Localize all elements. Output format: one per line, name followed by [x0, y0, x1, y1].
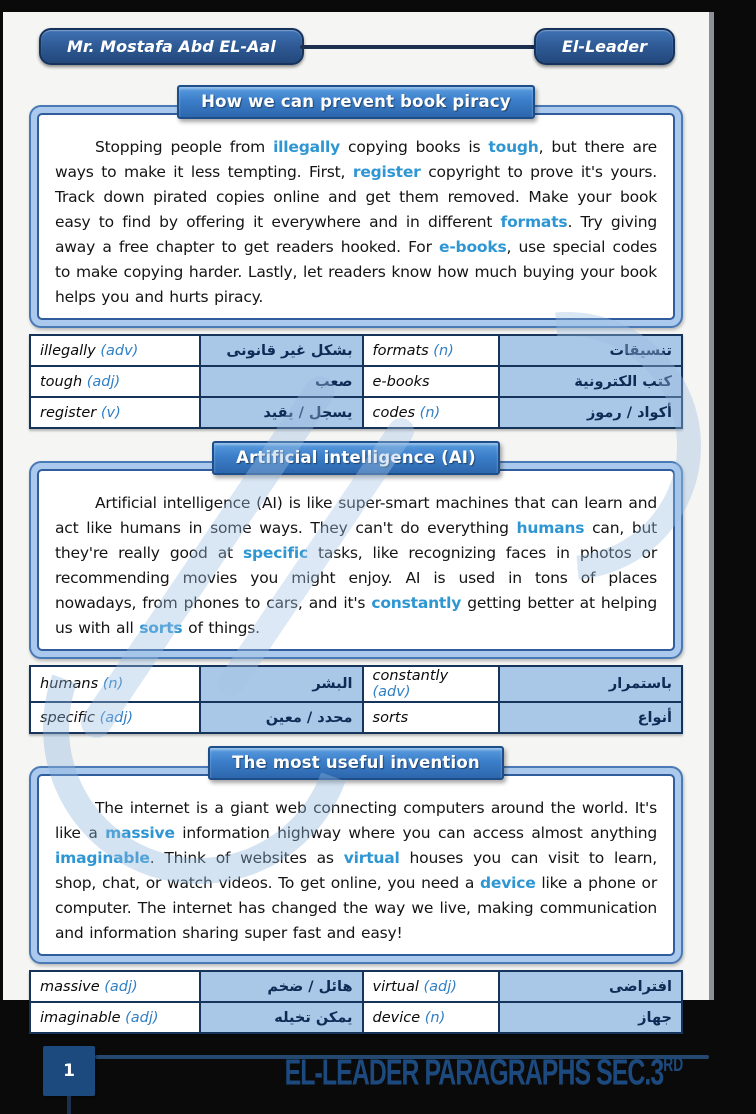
- page-footer: [29, 1046, 683, 1108]
- footer-brand-text: [284, 1052, 683, 1094]
- paragraph-segment: can, but they're really good at: [55, 519, 657, 562]
- paragraph-segment: copying books is: [340, 138, 489, 156]
- vocab-meaning-ar: محدد / معين: [200, 702, 363, 733]
- vocab-meaning-ar: باستمرار: [499, 666, 682, 702]
- paragraph-segment: houses you can visit to learn, shop, chat, or watch videos. To get online, you need a: [55, 849, 657, 892]
- vocab-row: [30, 335, 682, 366]
- worksheet-page: [3, 12, 714, 1093]
- paragraph-section: [29, 746, 683, 1034]
- highlighted-word: register: [352, 163, 421, 181]
- page-number-tail-line: [67, 1096, 71, 1114]
- vocab-meaning-ar: البشر: [200, 666, 363, 702]
- vocab-row: [30, 1002, 682, 1033]
- paragraph-text: [55, 135, 657, 310]
- highlighted-word: humans: [516, 519, 585, 537]
- vocab-meaning-ar: تنسيقات: [499, 335, 682, 366]
- vocab-meaning-ar: هائل / ضخم: [200, 971, 363, 1002]
- paragraph-segment: getting better at helping us with all: [55, 594, 657, 637]
- vocab-word-en: illegally (adv): [30, 335, 200, 366]
- highlighted-word: illegally: [273, 138, 340, 156]
- paragraph-segment: copyright to prove it's yours. Track down pirated copies online and get them removed. Make your book easy to find by offering it everywhere and in different: [55, 163, 657, 231]
- vocab-meaning-ar: يسجل / يقيد: [200, 397, 363, 428]
- teacher-name-label: Mr. Mostafa Abd EL-Aal: [67, 37, 276, 56]
- paragraph-segment: tasks, like recognizing faces in photos or recommending movies you might enjoy. AI is used in tons of places nowadays, from phones to cars, and it's: [55, 544, 657, 612]
- highlighted-word: sorts: [139, 619, 183, 637]
- vocab-meaning-ar: يمكن تخيله: [200, 1002, 363, 1033]
- vocab-word-en: virtual (adj): [363, 971, 500, 1002]
- page-number: 1: [63, 1061, 75, 1081]
- vocab-row: [30, 702, 682, 733]
- highlighted-word: imaginable: [55, 849, 150, 867]
- vocab-word-en: imaginable (adj): [30, 1002, 200, 1033]
- vocab-table: [29, 334, 683, 429]
- vocab-word-en: codes (n): [363, 397, 500, 428]
- header-connector-line: [300, 45, 538, 49]
- vocab-table: [29, 970, 683, 1034]
- paragraph-segment: Artificial intelligence (AI) is like super-smart machines that can learn and act like humans in some ways. They can't do everything: [55, 494, 657, 537]
- paragraph-box-inner: [37, 469, 675, 651]
- paragraph-section: [29, 441, 683, 734]
- section-title: Artificial intelligence (AI): [236, 448, 476, 467]
- section-title-banner: [212, 441, 500, 475]
- vocab-word-en: tough (adj): [30, 366, 200, 397]
- section-title: The most useful invention: [232, 753, 480, 772]
- highlighted-word: device: [480, 874, 536, 892]
- paragraph-box-inner: [37, 113, 675, 320]
- highlighted-word: constantly: [371, 594, 462, 612]
- vocab-word-en: register (v): [30, 397, 200, 428]
- paragraph-box: [29, 105, 683, 328]
- paragraph-segment: . Try giving away a free chapter to get readers hooked. For: [55, 213, 657, 256]
- paragraph-segment: , but there are ways to make it less tempting. First,: [55, 138, 657, 181]
- vocab-meaning-ar: جهاز: [499, 1002, 682, 1033]
- page-number-badge: [43, 1046, 95, 1096]
- vocab-word-en: e-books: [363, 366, 500, 397]
- section-title-banner: [208, 746, 504, 780]
- paragraph-segment: information highway where you can access almost anything: [174, 824, 657, 842]
- highlighted-word: massive: [105, 824, 175, 842]
- paragraph-segment: Stopping people from: [95, 138, 274, 156]
- highlighted-word: virtual: [343, 849, 400, 867]
- paragraph-segment: of things.: [182, 619, 260, 637]
- vocab-row: [30, 971, 682, 1002]
- vocab-meaning-ar: أنواع: [499, 702, 682, 733]
- sections-container: [29, 85, 683, 1034]
- vocab-word-en: humans (n): [30, 666, 200, 702]
- paragraph-box: [29, 766, 683, 964]
- paragraph-text: [55, 491, 657, 641]
- highlighted-word: specific: [243, 544, 308, 562]
- paragraph-segment: The internet is a giant web connecting computers around the world. It's like a: [55, 799, 657, 842]
- vocab-meaning-ar: افتراضى: [499, 971, 682, 1002]
- brand-badge: [534, 28, 675, 65]
- vocab-word-en: formats (n): [363, 335, 500, 366]
- section-title-banner: [177, 85, 535, 119]
- vocab-word-en: constantly (adv): [363, 666, 500, 702]
- section-title: How we can prevent book piracy: [201, 92, 511, 111]
- paragraph-box: [29, 461, 683, 659]
- vocab-row: [30, 366, 682, 397]
- vocab-row: [30, 397, 682, 428]
- vocab-meaning-ar: بشكل غير قانونى: [200, 335, 363, 366]
- paragraph-section: [29, 85, 683, 429]
- vocab-table: [29, 665, 683, 734]
- highlighted-word: e-books: [439, 238, 507, 256]
- footer-brand-superscript: RD: [663, 1053, 683, 1077]
- teacher-name-badge: [39, 28, 304, 65]
- vocab-word-en: specific (adj): [30, 702, 200, 733]
- page-header: [39, 28, 675, 65]
- footer-brand-main: EL-LEADER PARAGRAPHS SEC.3: [284, 1052, 664, 1093]
- paragraph-segment: . Think of websites as: [149, 849, 344, 867]
- paragraph-segment: like a phone or computer. The internet has changed the way we live, making communication and information sharing super fast and easy!: [55, 874, 657, 942]
- brand-badge-label: El-Leader: [561, 37, 647, 56]
- paragraph-box-inner: [37, 774, 675, 956]
- vocab-meaning-ar: كتب الكترونية: [499, 366, 682, 397]
- vocab-meaning-ar: أكواد / رموز: [499, 397, 682, 428]
- paragraph-text: [55, 796, 657, 946]
- vocab-word-en: device (n): [363, 1002, 500, 1033]
- highlighted-word: formats: [500, 213, 568, 231]
- vocab-row: [30, 666, 682, 702]
- paragraph-segment: , use special codes to make copying harder. Lastly, let readers know how much buying your book helps you and hurts piracy.: [55, 238, 657, 306]
- vocab-meaning-ar: صعب: [200, 366, 363, 397]
- vocab-word-en: sorts: [363, 702, 500, 733]
- vocab-word-en: massive (adj): [30, 971, 200, 1002]
- highlighted-word: tough: [488, 138, 539, 156]
